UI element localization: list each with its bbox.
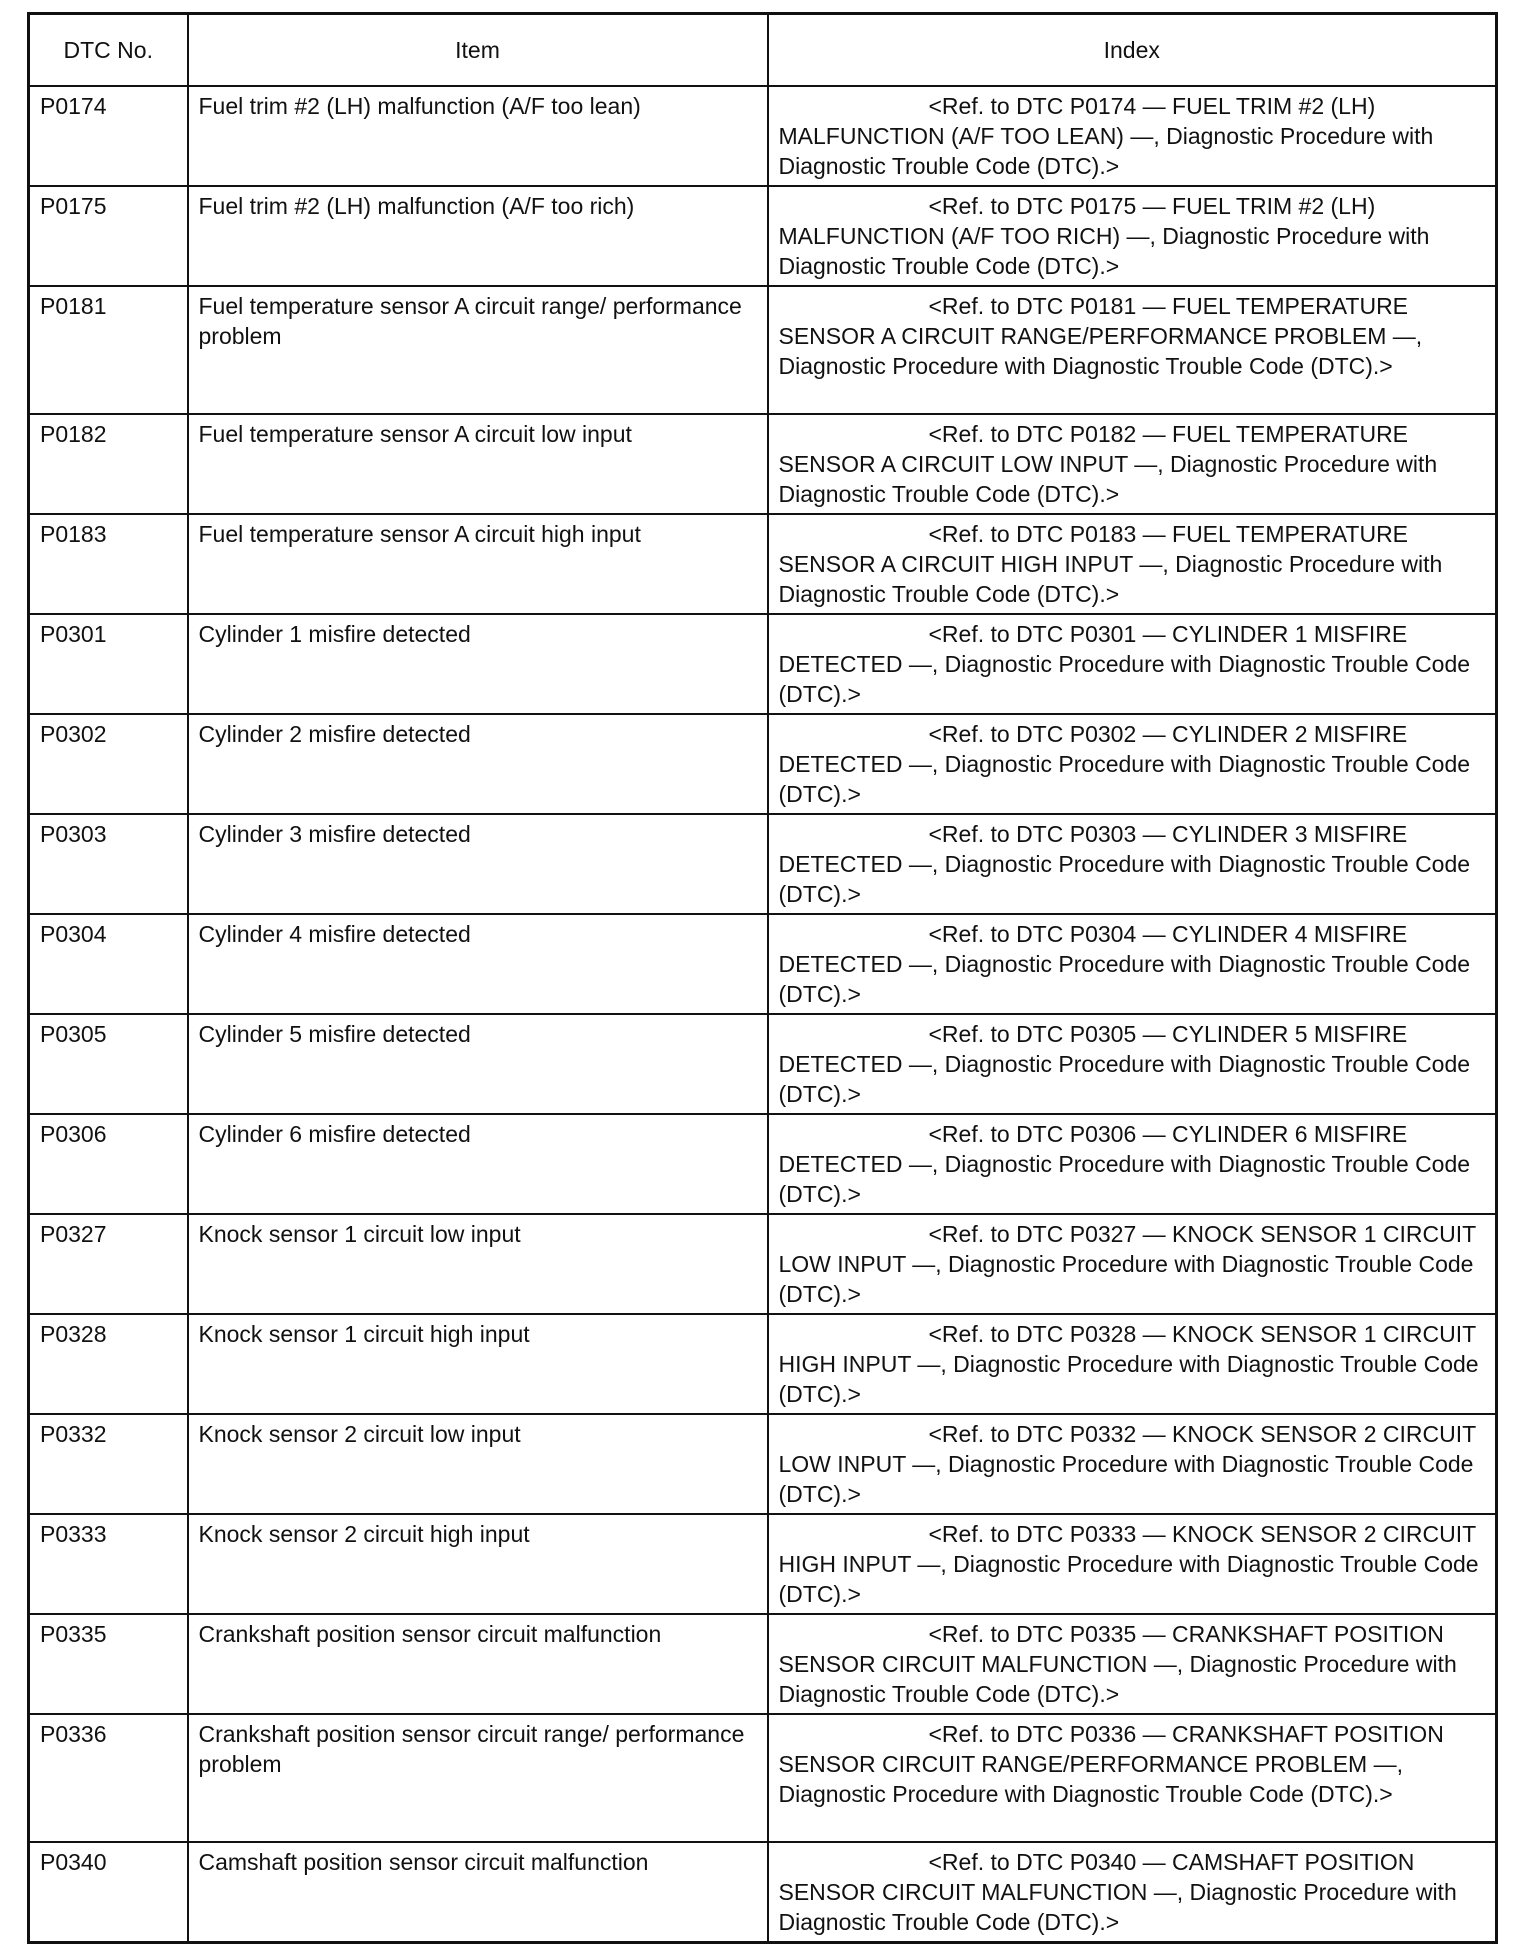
table-row <box>29 1214 1497 1314</box>
dtc-item: Crankshaft position sensor circuit malfunction <box>188 1614 768 1714</box>
dtc-item: Cylinder 1 misfire detected <box>188 614 768 714</box>
table-row <box>29 1114 1497 1214</box>
header-dtc-no: DTC No. <box>29 14 188 86</box>
dtc-code: P0175 <box>29 186 188 286</box>
table-row <box>29 186 1497 286</box>
dtc-code: P0327 <box>29 1214 188 1314</box>
header-row <box>29 14 1497 86</box>
dtc-index-ref: <Ref. to DTC P0328 — KNOCK SENSOR 1 CIRCUIT HIGH INPUT —, Diagnostic Procedure with Diagnostic Trouble Code (DTC).> <box>768 1314 1497 1414</box>
dtc-code: P0340 <box>29 1842 188 1943</box>
dtc-index-ref: <Ref. to DTC P0335 — CRANKSHAFT POSITION SENSOR CIRCUIT MALFUNCTION —, Diagnostic Procedure with Diagnostic Trouble Code (DTC).> <box>768 1614 1497 1714</box>
dtc-item: Fuel trim #2 (LH) malfunction (A/F too rich) <box>188 186 768 286</box>
dtc-code: P0333 <box>29 1514 188 1614</box>
table-row <box>29 1514 1497 1614</box>
table-row <box>29 1614 1497 1714</box>
dtc-code: P0306 <box>29 1114 188 1214</box>
dtc-index-ref: <Ref. to DTC P0333 — KNOCK SENSOR 2 CIRCUIT HIGH INPUT —, Diagnostic Procedure with Diagnostic Trouble Code (DTC).> <box>768 1514 1497 1614</box>
dtc-index-ref: <Ref. to DTC P0183 — FUEL TEMPERATURE SENSOR A CIRCUIT HIGH INPUT —, Diagnostic Procedure with Diagnostic Trouble Code (DTC).> <box>768 514 1497 614</box>
dtc-item: Cylinder 6 misfire detected <box>188 1114 768 1214</box>
table-row <box>29 1414 1497 1514</box>
dtc-index-ref: <Ref. to DTC P0304 — CYLINDER 4 MISFIRE DETECTED —, Diagnostic Procedure with Diagnostic Trouble Code (DTC).> <box>768 914 1497 1014</box>
dtc-item: Cylinder 2 misfire detected <box>188 714 768 814</box>
table-row <box>29 86 1497 186</box>
table-row <box>29 1014 1497 1114</box>
table-row <box>29 914 1497 1014</box>
table-row <box>29 514 1497 614</box>
dtc-index-ref: <Ref. to DTC P0181 — FUEL TEMPERATURE SENSOR A CIRCUIT RANGE/PERFORMANCE PROBLEM —, Diagnostic Procedure with Diagnostic Trouble Code (DTC).> <box>768 286 1497 414</box>
table-row <box>29 814 1497 914</box>
header-index: Index <box>768 14 1497 86</box>
dtc-item: Cylinder 3 misfire detected <box>188 814 768 914</box>
dtc-table <box>27 12 1498 1944</box>
dtc-code: P0182 <box>29 414 188 514</box>
dtc-item: Camshaft position sensor circuit malfunction <box>188 1842 768 1943</box>
table-row <box>29 286 1497 414</box>
table-row <box>29 1714 1497 1842</box>
dtc-item: Cylinder 4 misfire detected <box>188 914 768 1014</box>
dtc-code: P0332 <box>29 1414 188 1514</box>
table-row <box>29 1842 1497 1943</box>
dtc-item: Knock sensor 1 circuit high input <box>188 1314 768 1414</box>
table-row <box>29 414 1497 514</box>
dtc-index-ref: <Ref. to DTC P0327 — KNOCK SENSOR 1 CIRCUIT LOW INPUT —, Diagnostic Procedure with Diagnostic Trouble Code (DTC).> <box>768 1214 1497 1314</box>
dtc-item: Knock sensor 2 circuit low input <box>188 1414 768 1514</box>
dtc-item: Cylinder 5 misfire detected <box>188 1014 768 1114</box>
dtc-item: Fuel temperature sensor A circuit low input <box>188 414 768 514</box>
dtc-index-ref: <Ref. to DTC P0306 — CYLINDER 6 MISFIRE DETECTED —, Diagnostic Procedure with Diagnostic Trouble Code (DTC).> <box>768 1114 1497 1214</box>
dtc-code: P0304 <box>29 914 188 1014</box>
dtc-item: Fuel temperature sensor A circuit range/ performance problem <box>188 286 768 414</box>
dtc-code: P0301 <box>29 614 188 714</box>
dtc-index-ref: <Ref. to DTC P0303 — CYLINDER 3 MISFIRE DETECTED —, Diagnostic Procedure with Diagnostic Trouble Code (DTC).> <box>768 814 1497 914</box>
dtc-index-ref: <Ref. to DTC P0175 — FUEL TRIM #2 (LH) MALFUNCTION (A/F TOO RICH) —, Diagnostic Procedure with Diagnostic Trouble Code (DTC).> <box>768 186 1497 286</box>
table-row <box>29 714 1497 814</box>
dtc-code: P0303 <box>29 814 188 914</box>
dtc-code: P0302 <box>29 714 188 814</box>
dtc-code: P0305 <box>29 1014 188 1114</box>
header-item: Item <box>188 14 768 86</box>
dtc-index-ref: <Ref. to DTC P0301 — CYLINDER 1 MISFIRE DETECTED —, Diagnostic Procedure with Diagnostic Trouble Code (DTC).> <box>768 614 1497 714</box>
dtc-index-ref: <Ref. to DTC P0336 — CRANKSHAFT POSITION SENSOR CIRCUIT RANGE/PERFORMANCE PROBLEM —, Diagnostic Procedure with Diagnostic Trouble Code (DTC).> <box>768 1714 1497 1842</box>
dtc-code: P0336 <box>29 1714 188 1842</box>
dtc-item: Knock sensor 1 circuit low input <box>188 1214 768 1314</box>
dtc-item: Fuel trim #2 (LH) malfunction (A/F too lean) <box>188 86 768 186</box>
table-row <box>29 1314 1497 1414</box>
dtc-item: Fuel temperature sensor A circuit high input <box>188 514 768 614</box>
dtc-code: P0181 <box>29 286 188 414</box>
dtc-index-ref: <Ref. to DTC P0182 — FUEL TEMPERATURE SENSOR A CIRCUIT LOW INPUT —, Diagnostic Procedure with Diagnostic Trouble Code (DTC).> <box>768 414 1497 514</box>
dtc-code: P0328 <box>29 1314 188 1414</box>
dtc-item: Crankshaft position sensor circuit range/ performance problem <box>188 1714 768 1842</box>
dtc-index-ref: <Ref. to DTC P0302 — CYLINDER 2 MISFIRE DETECTED —, Diagnostic Procedure with Diagnostic Trouble Code (DTC).> <box>768 714 1497 814</box>
dtc-index-ref: <Ref. to DTC P0174 — FUEL TRIM #2 (LH) MALFUNCTION (A/F TOO LEAN) —, Diagnostic Procedure with Diagnostic Trouble Code (DTC).> <box>768 86 1497 186</box>
dtc-index-ref: <Ref. to DTC P0305 — CYLINDER 5 MISFIRE DETECTED —, Diagnostic Procedure with Diagnostic Trouble Code (DTC).> <box>768 1014 1497 1114</box>
dtc-code: P0183 <box>29 514 188 614</box>
table-row <box>29 614 1497 714</box>
dtc-index-ref: <Ref. to DTC P0332 — KNOCK SENSOR 2 CIRCUIT LOW INPUT —, Diagnostic Procedure with Diagnostic Trouble Code (DTC).> <box>768 1414 1497 1514</box>
dtc-code: P0335 <box>29 1614 188 1714</box>
dtc-item: Knock sensor 2 circuit high input <box>188 1514 768 1614</box>
dtc-index-ref: <Ref. to DTC P0340 — CAMSHAFT POSITION SENSOR CIRCUIT MALFUNCTION —, Diagnostic Procedure with Diagnostic Trouble Code (DTC).> <box>768 1842 1497 1943</box>
dtc-code: P0174 <box>29 86 188 186</box>
